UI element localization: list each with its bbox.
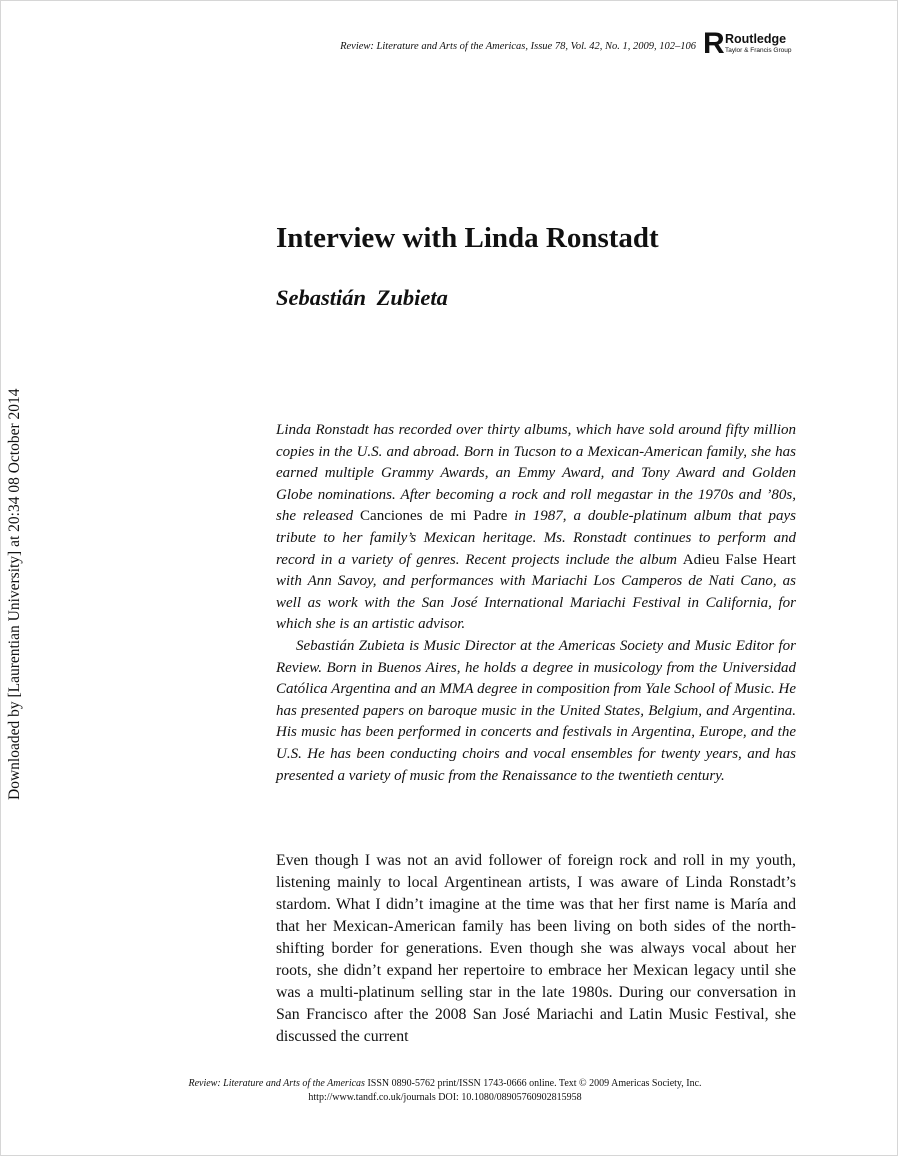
footer-issn: ISSN 0890-5762 print/ISSN 1743-0666 online. Text © 2009 Americas Society, Inc. [364,1078,702,1089]
abstract [276,420,796,787]
album-title: Adieu False Heart [682,551,796,568]
footer [100,1077,790,1105]
publisher-logo-mark: R [703,27,724,60]
album-title: Canciones de mi Padre [360,508,508,525]
footer-journal: Review: Literature and Arts of the Americas [188,1078,365,1089]
publisher-name: Routledge [725,32,787,46]
footer-citation [100,1077,790,1091]
abstract-text: Linda Ronstadt has recorded over thirty albums, which have sold around fifty million copies in the U.S. and abroad. Born in Tucson to a Mexican-American family, she has earned multiple Grammy Awards, an Emmy Award, and Tony Award and Golden Globe nominations. After becoming a rock and roll megastar in the 1970s and ’80s, she released [276,422,796,525]
download-watermark: Downloaded by [Laurentian University] at 20:34 08 October 2014 [6,388,23,800]
footer-doi: http://www.tandf.co.uk/journals DOI: 10.1080/08905760902815958 [308,1092,582,1103]
article-title: Interview with Linda Ronstadt [276,222,659,254]
publisher-group: Taylor & Francis Group [725,47,792,54]
publisher-logo [703,27,803,60]
journal-header: Review: Literature and Arts of the Americas, Issue 78, Vol. 42, No. 1, 2009, 102–106 [340,41,696,52]
body-paragraph: Even though I was not an avid follower of foreign rock and roll in my youth, listening mainly to local Argentinean artists, I was aware of Linda Ronstadt’s stardom. What I didn’t imagine at the time was that her first name is María and that her Mexican-American family has been living on both sides of the north-shifting border for generations. Even though she was always vocal about her roots, she didn’t expand her repertoire to embrace her Mexican legacy until she was a multi-platinum selling star in the late 1980s. During our conversation in San Francisco after the 2008 San José Mariachi and Latin Music Festival, she discussed the current [276,852,796,1045]
abstract-text: with Ann Savoy, and performances with Mariachi Los Camperos de Nati Cano, as well as work with the San José International Mariachi Festival in California, for which she is an artistic advisor. [276,573,796,633]
abstract-paragraph [276,420,796,636]
abstract-text: in 1987, a double-platinum album that pays tribute to her family’s Mexican heritage. Ms. Ronstadt continues to perform and record in a variety of genres. Recent projects include the album [276,508,796,568]
article-author: Sebastián Zubieta [276,285,448,310]
author-bio-paragraph: Sebastián Zubieta is Music Director at the Americas Society and Music Editor for Review. Born in Buenos Aires, he holds a degree in musicology from the Universidad Católica Argentina and an MMA degree in composition from Yale School of Music. He has presented papers on baroque music in the United States, Belgium, and Argentina. His music has been performed in concerts and festivals in Argentina, Europe, and the U.S. He has been conducting choirs and vocal ensembles for twenty years, and has presented a variety of music from the Renaissance to the twentieth century. [276,637,796,784]
